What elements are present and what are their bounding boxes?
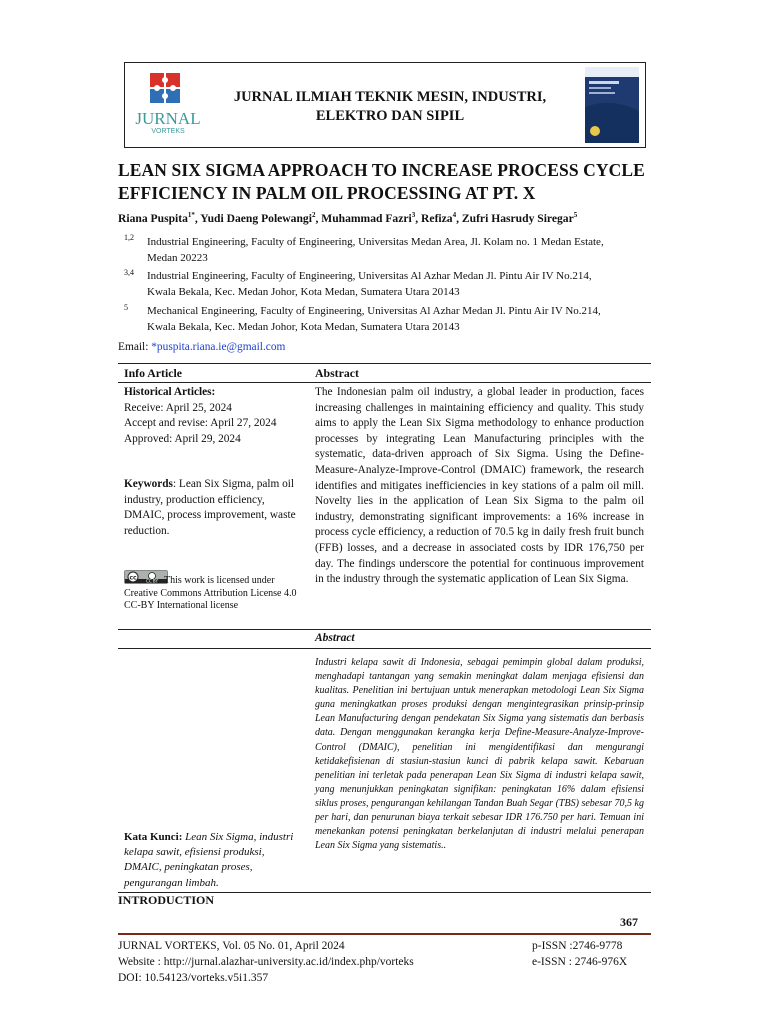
abstract-indonesian-heading: Abstract [315, 632, 355, 644]
table-middle-rule [118, 629, 651, 630]
paper-title [118, 159, 658, 205]
affiliation-number: 1,2 [124, 233, 134, 242]
history-heading: Historical Articles: [124, 386, 216, 398]
license-text: This work is licensed under Creative Commons Attribution License 4.0 CC-BY International license [124, 575, 297, 612]
introduction-heading: INTRODUCTION [118, 893, 215, 907]
journal-name-line2: ELEKTRO DAN SIPIL [315, 108, 465, 124]
email-link[interactable]: *puspita.riana.ie@gmail.com [151, 341, 286, 353]
revised-date: Accept and revise: April 27, 2024 [124, 417, 277, 430]
author-list: Riana Puspita$^{1*}$, Yudi Daeng Polewangi$^2$, Muhammad Fazri$^3$, Refiza$^4$, Zufri Hasrudy Siregar$^5$ [118, 211, 578, 225]
footer-left [118, 938, 414, 986]
paper-title-line2: EFFICIENCY IN PALM OIL PROCESSING AT PT. X [118, 183, 536, 203]
footer-doi[interactable]: DOI: 10.54123/vorteks.v5i1.357 [118, 972, 269, 984]
author-name: Muhammad Fazri [321, 211, 412, 225]
journal-name [210, 88, 570, 126]
kata-kunci-label: Kata Kunci: [124, 831, 183, 843]
abstract-english: The Indonesian palm oil industry, a global leader in production, faces increasing challenges in maintaining efficiency and quality. This study aims to apply the Lean Six Sigma methodology to enhance production processes by integrating Lean Manufacturing principles with the systematic, data-driven approach of Six Sigma. Using the Define-Measure-Analyze-Improve-Control (DMAIC) framework, the research identifies and mitigates inefficiencies in key stations of a palm oil mill. Novelty lies in the application of Lean Six Sigma to the palm oil industry, demonstrating significant improvements: a 16% increase in process cycle efficiency, a reduction of 70.5 kg in daily fresh fruit bunch (FFB) losses, and a decrease in associated costs by IDR 176,750 per day. The findings underscore the potential for continuous improvement in the industry through the systematic application of Lean Six Sigma. [315, 386, 644, 586]
author-name: Riana Puspita [118, 211, 188, 225]
affiliation [147, 268, 652, 300]
author-affil: 5 [573, 211, 578, 219]
affiliation [147, 303, 652, 335]
page-number: 367 [620, 915, 638, 929]
puzzle-logo-icon [132, 70, 204, 138]
journal-name-line1: JURNAL ILMIAH TEKNIK MESIN, INDUSTRI, [233, 89, 547, 105]
article-history [124, 385, 309, 447]
license-statement [124, 575, 309, 613]
affiliation-number: 3,4 [124, 268, 134, 277]
affiliation-line: Kwala Bekala, Kec. Medan Johor, Kota Medan, Sumatera Utara 20143 [147, 286, 460, 298]
abstract-column-heading: Abstract [315, 366, 359, 380]
author-name: Yudi Daeng Polewangi [200, 211, 312, 225]
author-affil: 1* [187, 211, 195, 219]
journal-cover-image [585, 67, 639, 143]
svg-text:CC BY: CC BY [146, 578, 158, 583]
svg-text:cc: cc [129, 574, 137, 582]
paper-title-line1: LEAN SIX SIGMA APPROACH TO INCREASE PROCESS CYCLE [118, 160, 645, 180]
author-name: Refiza [421, 211, 453, 225]
keywords-text: : Lean Six Sigma, palm oil industry, production efficiency, DMAIC, process improvement, waste reduction. [124, 478, 296, 537]
table-top-rule [118, 363, 651, 364]
received-date: Receive: April 25, 2024 [124, 401, 232, 414]
abstract-id-rule [118, 648, 651, 649]
affiliation-line: Industrial Engineering, Faculty of Engineering, Universitas Medan Area, Jl. Kolam no. 1 Medan Estate, [147, 236, 604, 248]
affiliation-line: Mechanical Engineering, Faculty of Engineering, Universitas Al Azhar Medan Jl. Pintu Air IV No.214, [147, 305, 601, 317]
affiliation [147, 234, 652, 266]
email-label: Email: [118, 341, 149, 353]
svg-text:VORTEKS: VORTEKS [151, 128, 185, 135]
affiliation-line: Medan 20223 [147, 252, 208, 264]
footer-pissn: p-ISSN :2746-9778 [532, 940, 623, 952]
footer-journal: JURNAL VORTEKS, Vol. 05 No. 01, April 2024 [118, 940, 345, 952]
kata-kunci-block [124, 830, 296, 891]
footer-website[interactable]: Website : http://jurnal.alazhar-university.ac.id/index.php/vorteks [118, 956, 414, 968]
svg-text:JURNAL: JURNAL [135, 109, 201, 128]
footer-eissn: e-ISSN : 2746-976X [532, 956, 628, 968]
abstract-indonesian: Industri kelapa sawit di Indonesia, sebagai pemimpin global dalam produksi, menghadapi tantangan yang semakin meningkat dalam menjaga efisiensi dan kualitas. Penelitian ini bertujuan untuk menerapkan metodologi Lean Six Sigma guna meningkatkan proses produksi dengan mengintegrasikan prinsip-prinsip Lean Manufacturing dengan pendekatan Six Sigma yang sistematis dan berbasis data. Dengan menggunakan kerangka kerja Define-Measure-Analyze-Improve-Control (DMAIC), penelitian ini mengidentifikasi dan mengurangi ketidakefisienan di stasiun-stasiun kunci di pabrik kelapa sawit. Kebaruan penelitian ini terletak pada penerapan Lean Six Sigma di industri kelapa sawit, yang menunjukkan peningkatan signifikan: peningkatan 16% dalam efisiensi siklus proses, pengurangan kehilangan Tandan Buah Segar (TBS) sebesar 70,5 kg per hari, dan penurunan biaya terkait sebesar IDR 176.750 per hari. Temuan ini menekankan potensi peningkatan berkelanjutan di industri melalui penerapan Lean Six Sigma yang sistematis.. [315, 657, 644, 852]
journal-logo [132, 70, 204, 138]
affiliation-line: Kwala Bekala, Kec. Medan Johor, Kota Medan, Sumatera Utara 20143 [147, 321, 460, 333]
keywords-label: Keywords [124, 478, 173, 490]
footer-rule [118, 933, 651, 935]
affiliation-number: 5 [124, 303, 128, 312]
approved-date: Approved: April 29, 2024 [124, 432, 241, 445]
journal-cover-icon [585, 67, 639, 143]
footer-right [532, 938, 652, 970]
author-name: Zufri Hasrudy Siregar [461, 211, 574, 225]
info-article-heading: Info Article [124, 366, 182, 380]
author-affil: 2 [311, 211, 316, 219]
email-line [118, 341, 285, 353]
kata-kunci-text: Lean Six Sigma, industri kelapa sawit, efisiensi produksi, DMAIC, peningkatan proses, pengurangan limbah. [124, 831, 294, 889]
author-affil: 4 [452, 211, 457, 219]
table-header-rule [118, 382, 651, 383]
author-affil: 3 [411, 211, 416, 219]
affiliation-line: Industrial Engineering, Faculty of Engineering, Universitas Al Azhar Medan Jl. Pintu Air IV No.214, [147, 270, 592, 282]
keywords-block [124, 477, 307, 539]
